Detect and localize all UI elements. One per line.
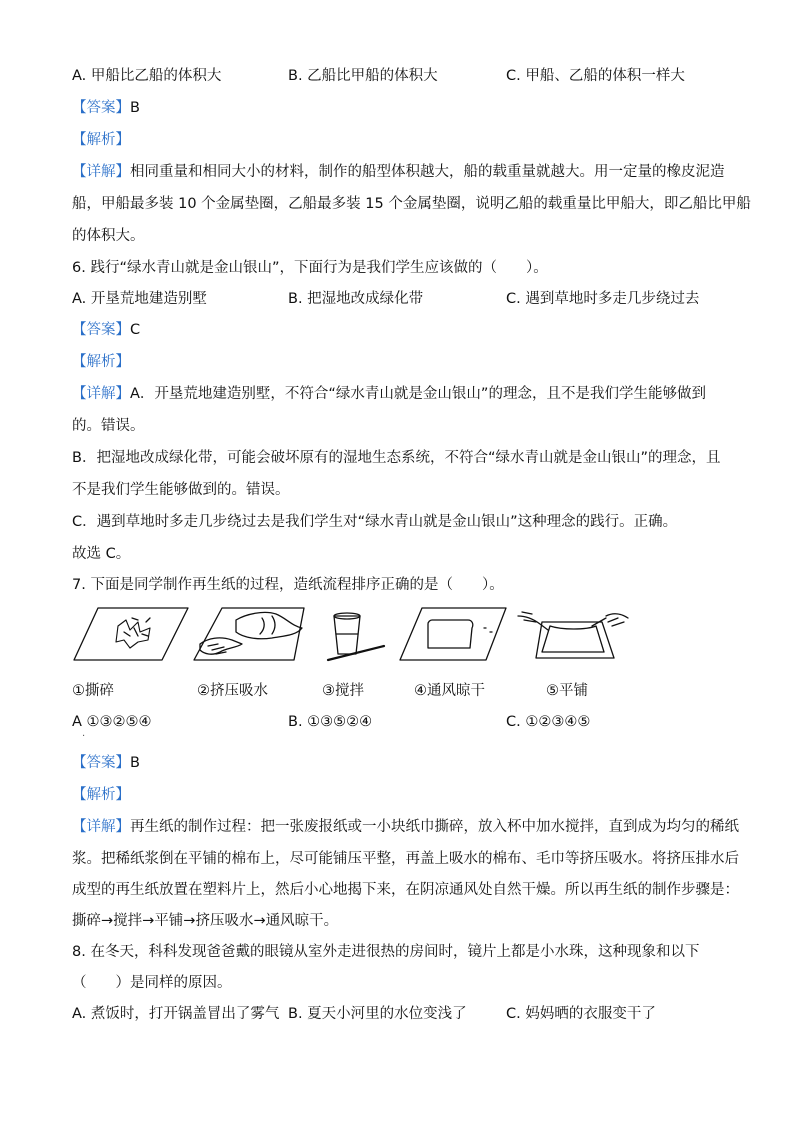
q7-detail-line-4: 撕碎→搅拌→平铺→挤压吸水→通风晾干。 <box>72 913 339 929</box>
answer-tag: 【答案】 <box>72 322 130 338</box>
q5-option-a: A. 甲船比乙船的体积大 <box>72 68 222 84</box>
q7-caption-4: ④通风晾干 <box>414 683 485 699</box>
q5-analysis-tag: 【解析】 <box>72 132 130 148</box>
q6-option-c: C. 遇到草地时多走几步绕过去 <box>506 291 700 307</box>
q7-option-a: A ①③②⑤④ <box>72 714 152 730</box>
q7-caption-1: ①撕碎 <box>72 683 114 699</box>
q6-detail-line-5: C．遇到草地时多走几步绕过去是我们学生对“绿水青山就是金山银山”这种理念的践行。正确。 <box>72 514 678 530</box>
answer-value: C <box>130 322 141 338</box>
q5-answer <box>72 98 140 118</box>
q6-stem: 6. 践行“绿水青山就是金山银山”，下面行为是我们学生应该做的（ ）。 <box>72 260 548 276</box>
detail-tag: 【详解】 <box>72 386 130 402</box>
q6-analysis-tag: 【解析】 <box>72 354 130 370</box>
q8-option-b: B. 夏天小河里的水位变浅了 <box>288 1006 467 1022</box>
answer-tag: 【答案】 <box>72 755 130 771</box>
q6-option-b: B. 把湿地改成绿化带 <box>288 291 424 307</box>
q7-option-b: B. ①③⑤②④ <box>288 714 373 730</box>
q6-detail-line-3: B．把湿地改成绿化带，可能会破坏原有的湿地生态系统，不符合“绿水青山就是金山银山”的理念，且 <box>72 450 721 466</box>
q7-caption-3: ③搅拌 <box>322 683 364 699</box>
q5-detail-line-2: 船，甲船最多装 10 个金属垫圈，乙船最多装 15 个金属垫圈，说明乙船的载重量比甲船大，即乙船比甲船 <box>72 196 751 212</box>
detail-text: 相同重量和相同大小的材料，制作的船型体积越大，船的载重量就越大。用一定量的橡皮泥造 <box>130 164 725 180</box>
answer-value: B <box>130 100 140 116</box>
q7-answer <box>72 753 140 773</box>
answer-tag: 【答案】 <box>72 100 130 116</box>
q8-stem-line-2: （ ）是同样的原因。 <box>72 975 232 991</box>
q5-detail-line-1 <box>72 162 725 182</box>
answer-value: B <box>130 755 140 771</box>
shred-image <box>74 608 188 660</box>
q7-detail-line-3: 成型的再生纸放置在塑料片上，然后小心地揭下来，在阴凉通风处自然干燥。所以再生纸的制作步骤是： <box>72 882 739 898</box>
q5-detail-line-3: 的体积大。 <box>72 228 145 244</box>
press-image <box>194 608 304 660</box>
detail-text: A．开垦荒地建造别墅，不符合“绿水青山就是金山银山”的理念，且不是我们学生能够做到 <box>130 386 706 402</box>
stir-image <box>328 613 384 660</box>
q8-option-a: A. 煮饭时，打开锅盖冒出了雾气 <box>72 1006 280 1022</box>
lay-flat-image <box>518 612 628 658</box>
q5-option-b: B. 乙船比甲船的体积大 <box>288 68 438 84</box>
q6-detail-line-6: 故选 C。 <box>72 546 131 562</box>
q7-detail-line-1 <box>72 817 739 837</box>
detail-text: 再生纸的制作过程：把一张废报纸或一小块纸巾撕碎，放入杯中加水搅拌，直到成为均匀的稀纸 <box>130 819 739 835</box>
detail-tag: 【详解】 <box>72 819 130 835</box>
q6-option-a: A. 开垦荒地建造别墅 <box>72 291 207 307</box>
q7-stem: 7. 下面是同学制作再生纸的过程，造纸流程排序正确的是（ ）。 <box>72 577 504 593</box>
q7-caption-5: ⑤平铺 <box>546 683 588 699</box>
q7-caption-2: ②挤压吸水 <box>197 683 268 699</box>
detail-tag: 【详解】 <box>72 164 130 180</box>
q6-detail-line-2: 的。错误。 <box>72 418 145 434</box>
q6-detail-line-1 <box>72 384 706 404</box>
q7-option-c: C. ①②③④⑤ <box>506 714 591 730</box>
q8-option-c: C. 妈妈晒的衣服变干了 <box>506 1006 656 1022</box>
q8-stem-line-1: 8. 在冬天，科科发现爸爸戴的眼镜从室外走进很热的房间时，镜片上都是小水珠，这种现象和以下 <box>72 944 700 960</box>
stray-dot: · <box>82 731 86 742</box>
dry-image <box>400 608 506 660</box>
q7-analysis-tag: 【解析】 <box>72 787 130 803</box>
paper-making-illustrations <box>72 604 632 666</box>
q5-option-c: C. 甲船、乙船的体积一样大 <box>506 68 685 84</box>
q6-detail-line-4: 不是我们学生能够做到的。错误。 <box>72 482 290 498</box>
q6-answer <box>72 320 140 340</box>
q7-detail-line-2: 浆。把稀纸浆倒在平铺的棉布上，尽可能铺压平整，再盖上吸水的棉布、毛巾等挤压吸水。将挤压排水后 <box>72 851 739 867</box>
